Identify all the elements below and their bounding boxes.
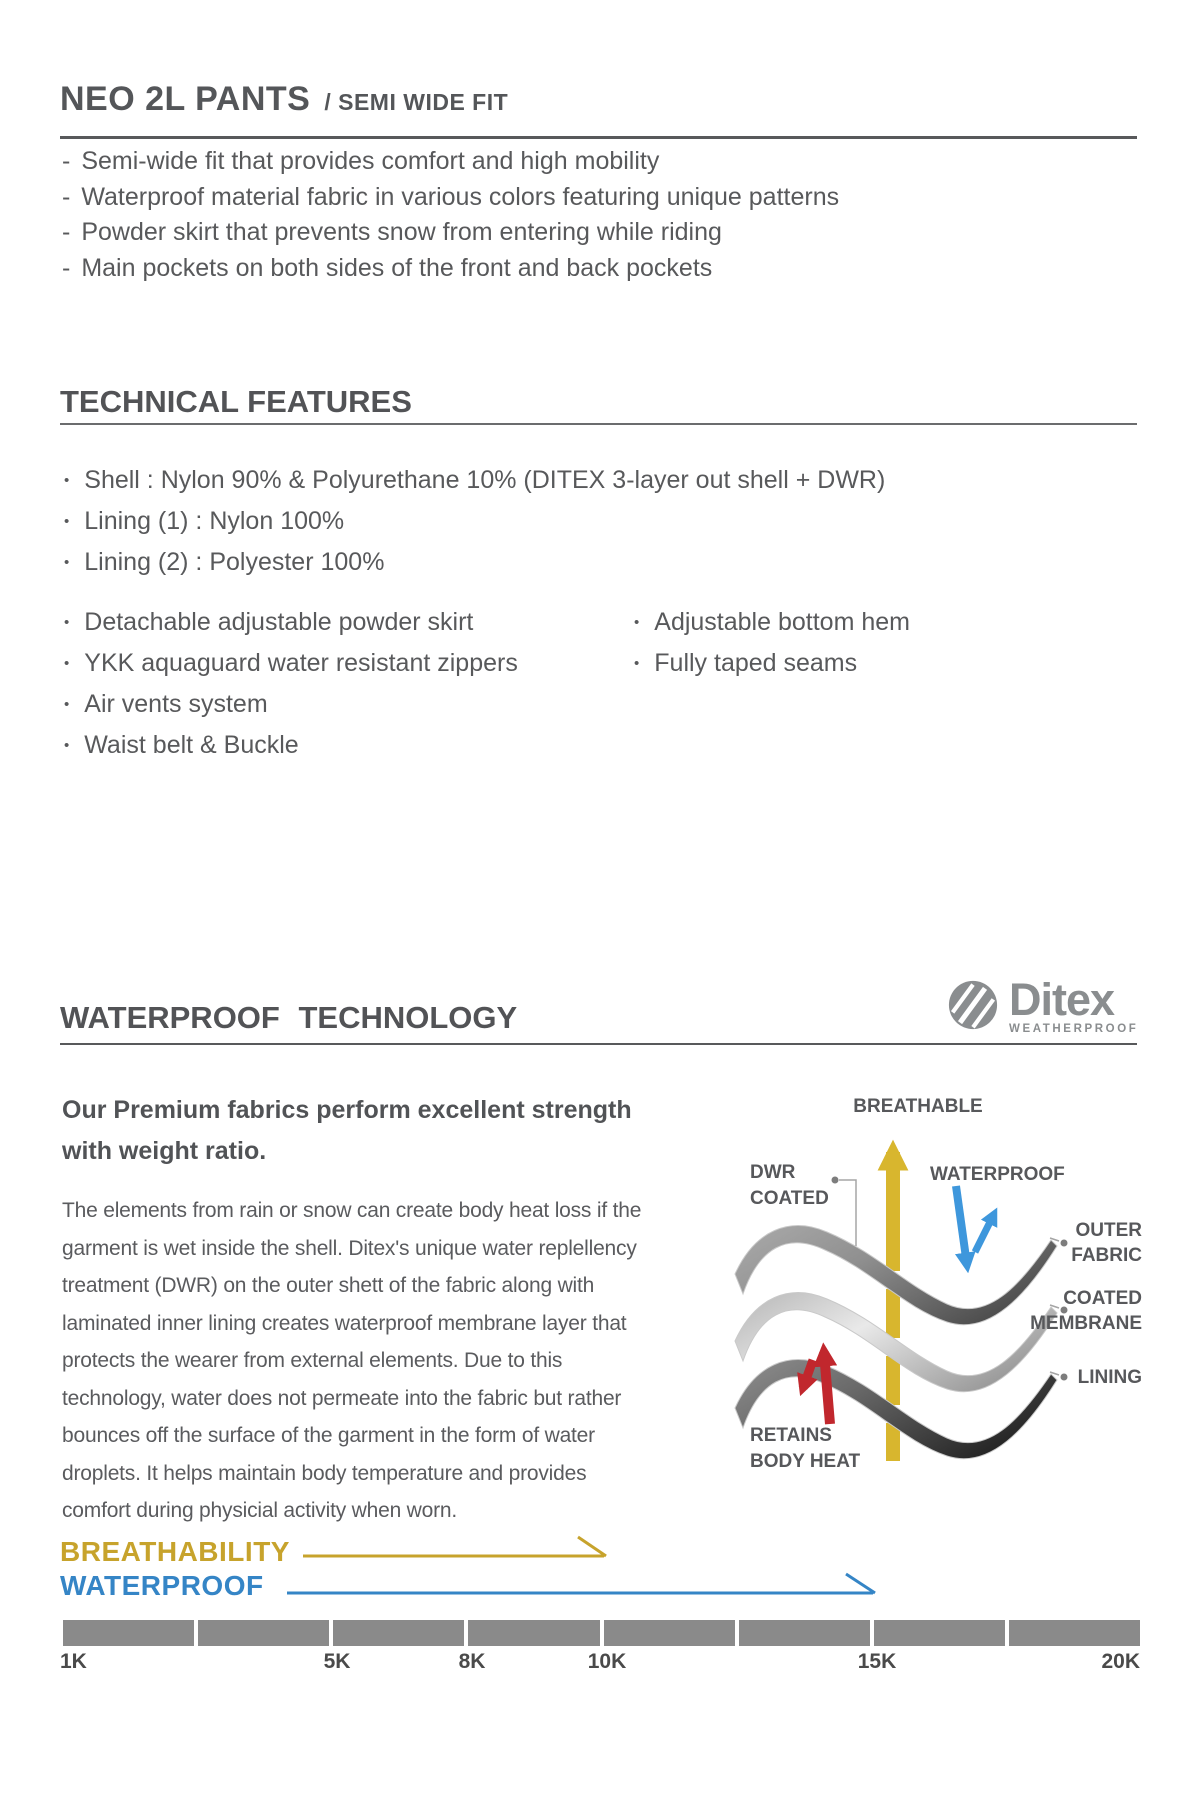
- dwr-line: COATED: [750, 1188, 829, 1209]
- list-item: [62, 144, 839, 180]
- ditex-logo-text: [1009, 974, 1139, 1035]
- scale-label-15k: 15K: [857, 1650, 897, 1673]
- tech-feature-text: Adjustable bottom hem: [654, 608, 910, 636]
- list-item: [62, 180, 839, 216]
- waterproof-technology-heading: WATERPROOF TECHNOLOGY: [60, 1000, 518, 1035]
- dot-bullet: •: [64, 696, 70, 713]
- dot-bullet: •: [634, 655, 640, 672]
- scale-segment: [333, 1620, 464, 1646]
- fabric-layer-diagram: [650, 1090, 1190, 1470]
- material-item: [64, 460, 885, 501]
- outer-fabric-label: [1030, 1218, 1142, 1268]
- breathability-rating-label: BREATHABILITY: [60, 1536, 290, 1567]
- rating-scale-bar: [63, 1620, 1140, 1646]
- dot-bullet: •: [64, 472, 70, 489]
- scale-segment: [63, 1620, 194, 1646]
- dwr-line: DWR: [750, 1162, 796, 1183]
- scale-label-10k: 10K: [587, 1650, 627, 1673]
- list-item: [62, 251, 839, 287]
- tech-feature-column-2: [634, 602, 910, 684]
- waterproof-underline: [60, 1043, 1137, 1045]
- retains-line: RETAINS: [750, 1425, 832, 1446]
- membrane-line: MEMBRANE: [1030, 1313, 1142, 1334]
- coated-membrane-label: [1010, 1286, 1142, 1336]
- scale-segment: [874, 1620, 1005, 1646]
- material-item: [64, 501, 885, 542]
- feature-text: Semi-wide fit that provides comfort and high mobility: [81, 147, 660, 175]
- dot-bullet: •: [64, 513, 70, 530]
- breathable-label: BREATHABLE: [853, 1096, 983, 1117]
- dot-bullet: •: [634, 614, 640, 631]
- feature-text: Main pockets on both sides of the front and back pockets: [81, 253, 713, 282]
- scale-segment: [198, 1620, 329, 1646]
- lining-label: LINING: [1077, 1367, 1142, 1388]
- intro-line: with weight ratio.: [62, 1137, 267, 1165]
- paragraph-line: The elements from rain or snow can create body heat loss if the: [62, 1199, 642, 1222]
- tech-feature-text: Air vents system: [84, 690, 268, 718]
- fabric-layers-graphic: [650, 1090, 1190, 1470]
- tech-feature-text: Waist belt & Buckle: [84, 731, 299, 759]
- dot-bullet: •: [64, 614, 70, 631]
- list-item: [62, 215, 839, 251]
- retains-body-heat-label: [750, 1423, 860, 1475]
- feature-text: Powder skirt that prevents snow from entering while riding: [81, 218, 722, 246]
- tech-feature-column-1: [64, 602, 518, 766]
- feature-text: Waterproof material fabric in various colors featuring unique patterns: [81, 182, 840, 211]
- ditex-brand: Ditex: [1009, 974, 1115, 1025]
- title-underline: [60, 136, 1137, 139]
- tech-feature-text: Fully taped seams: [654, 649, 858, 677]
- tech-feature-item: [64, 684, 518, 725]
- materials-list: [64, 460, 885, 583]
- paragraph-line: laminated inner lining creates waterproof membrane layer that: [62, 1311, 627, 1335]
- ditex-logo-icon: [948, 980, 998, 1035]
- material-item: [64, 542, 885, 583]
- dot-bullet: •: [64, 554, 70, 571]
- paragraph-line: technology, water does not permeate into the fabric but rather: [62, 1386, 622, 1410]
- dash-bullet: -: [62, 218, 71, 246]
- tech-feature-item: [64, 725, 518, 766]
- scale-label-8k: 8K: [458, 1650, 486, 1673]
- technical-underline: [60, 423, 1137, 425]
- waterproof-intro: [62, 1090, 632, 1172]
- paragraph-line: comfort during physicial activity when worn.: [62, 1499, 458, 1522]
- paragraph-line: droplets. It helps maintain body temperature and provides: [62, 1461, 587, 1485]
- tech-feature-item: [64, 602, 518, 643]
- dash-bullet: -: [62, 253, 71, 282]
- scale-segment: [739, 1620, 870, 1646]
- scale-segment: [1009, 1620, 1140, 1646]
- dot-bullet: •: [64, 737, 70, 754]
- outer-line: OUTER: [1075, 1220, 1142, 1241]
- dash-bullet: -: [62, 147, 71, 175]
- waterproof-paragraph: [62, 1192, 641, 1530]
- paragraph-line: protects the wearer from external elements. Due to this: [62, 1349, 563, 1372]
- tech-feature-text: YKK aquaguard water resistant zippers: [84, 649, 518, 677]
- scale-label-5k: 5K: [323, 1650, 351, 1673]
- waterproof-label: WATERPROOF: [930, 1164, 1065, 1185]
- dot-bullet: •: [64, 655, 70, 672]
- scale-segment: [604, 1620, 735, 1646]
- outer-line: FABRIC: [1071, 1245, 1142, 1266]
- scale-label-1k: 1K: [60, 1650, 87, 1673]
- material-text: Lining (1) : Nylon 100%: [84, 507, 345, 535]
- material-text: Shell : Nylon 90% & Polyurethane 10% (DITEX 3-layer out shell + DWR): [84, 466, 886, 494]
- scale-segment: [468, 1620, 599, 1646]
- tech-feature-text: Detachable adjustable powder skirt: [84, 608, 474, 636]
- ditex-tagline: WEATHERPROOF: [1009, 1023, 1139, 1035]
- membrane-line: COATED: [1063, 1288, 1142, 1309]
- product-feature-list: [62, 144, 839, 286]
- rating-arrows-graphic: [60, 1530, 910, 1610]
- dwr-coated-label: [750, 1160, 829, 1212]
- product-header: [60, 80, 508, 119]
- product-fit-label: / SEMI WIDE FIT: [324, 89, 509, 115]
- technical-features-heading: TECHNICAL FEATURES: [60, 384, 412, 419]
- intro-line: Our Premium fabrics perform excellent strength: [62, 1096, 632, 1124]
- paragraph-line: garment is wet inside the shell. Ditex's unique water replellency: [62, 1236, 637, 1260]
- tech-feature-item: [634, 602, 910, 643]
- tech-feature-item: [634, 643, 910, 684]
- product-title: NEO 2L PANTS: [60, 80, 311, 118]
- waterproof-rating-label: WATERPROOF: [60, 1570, 264, 1601]
- material-text: Lining (2) : Polyester 100%: [84, 548, 385, 576]
- scale-label-20k: 20K: [1101, 1650, 1140, 1673]
- dash-bullet: -: [62, 182, 71, 211]
- tech-feature-item: [64, 643, 518, 684]
- paragraph-line: bounces off the surface of the garment in the form of water: [62, 1424, 595, 1447]
- paragraph-line: treatment (DWR) on the outer shett of the fabric along with: [62, 1274, 595, 1297]
- ditex-logo: [948, 974, 1139, 1035]
- retains-line: BODY HEAT: [750, 1451, 861, 1472]
